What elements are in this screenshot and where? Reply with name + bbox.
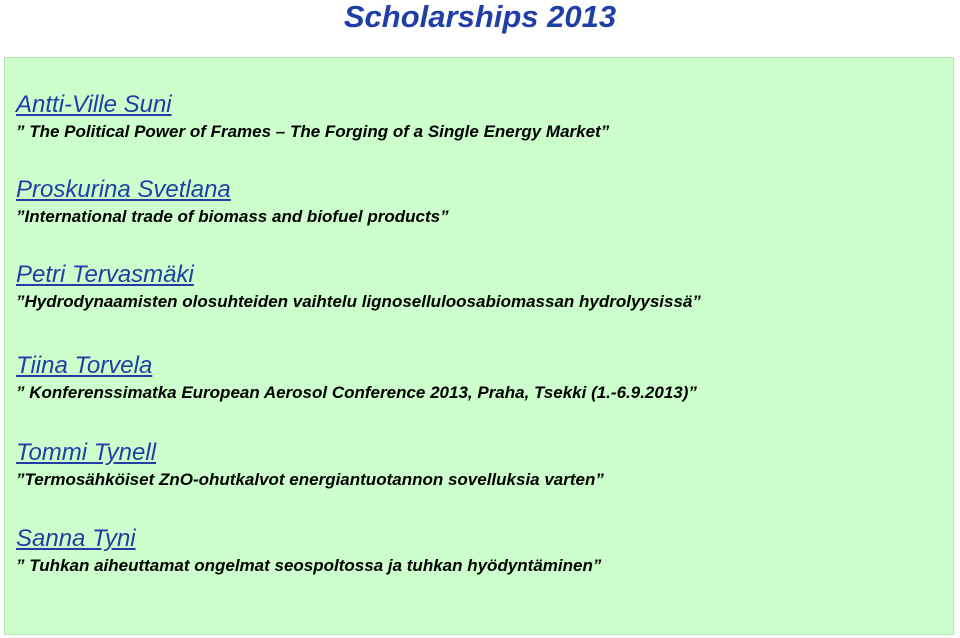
- work-title: ” The Political Power of Frames – The Forging of a Single Energy Market”: [16, 122, 610, 141]
- recipient-name: Petri Tervasmäki: [16, 261, 194, 288]
- work-title: ”Hydrodynaamisten olosuhteiden vaihtelu lignoselluloosabiomassan hydrolyysissä”: [16, 292, 701, 311]
- scholarship-entry: [16, 353, 697, 403]
- work-title: ”International trade of biomass and biofuel products”: [16, 207, 449, 226]
- scholarship-entry: [16, 177, 449, 227]
- scholarship-entry: [16, 526, 601, 576]
- scholarship-entry: [16, 92, 609, 142]
- scholarship-entry: [16, 262, 701, 312]
- recipient-name: Antti-Ville Suni: [16, 91, 172, 118]
- recipient-name: Proskurina Svetlana: [16, 176, 231, 203]
- work-title: ”Termosähköiset ZnO-ohutkalvot energiantuotannon sovelluksia varten”: [16, 470, 604, 489]
- recipient-name: Tommi Tynell: [16, 439, 157, 466]
- recipient-name: Sanna Tyni: [16, 525, 136, 552]
- scholarship-entry: [16, 440, 604, 490]
- scholarship-list-panel: [4, 57, 954, 635]
- work-title: ” Tuhkan aiheuttamat ongelmat seospoltossa ja tuhkan hyödyntäminen”: [16, 556, 602, 575]
- page-title: Scholarships 2013: [343, 0, 617, 34]
- work-title: ” Konferenssimatka European Aerosol Conference 2013, Praha, Tsekki (1.-6.9.2013)”: [16, 383, 697, 402]
- recipient-name: Tiina Torvela: [16, 352, 153, 379]
